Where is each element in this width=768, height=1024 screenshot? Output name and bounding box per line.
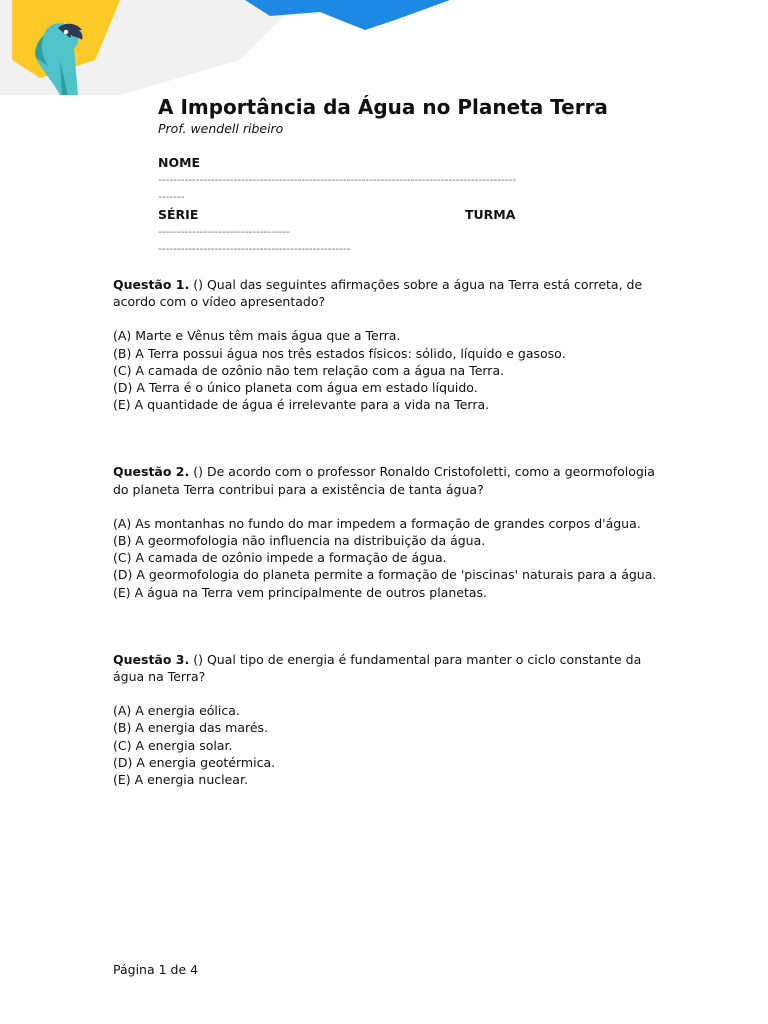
document-header (158, 94, 658, 137)
question-2 (113, 463, 658, 600)
page-number: Página 1 de 4 (113, 962, 199, 977)
header-decoration (0, 0, 768, 100)
answer-option-d: (D) A Terra é o único planeta com água em estado líquido. (113, 380, 478, 396)
answer-option-a: (A) Marte e Vênus têm mais água que a Terra. (113, 328, 401, 344)
question-text (113, 463, 658, 497)
series-field-label: SÉRIE (158, 207, 199, 222)
answer-option-d: (D) A energia geotérmica. (113, 754, 276, 770)
question-prompt: () Qual das seguintes afirmações sobre a água na Terra está correta, de acordo com o vídeo apresentado? (113, 277, 643, 310)
answer-option-c: (C) A camada de ozônio impede a formação de água. (113, 550, 447, 566)
question-list (113, 276, 658, 805)
question-number: Questão 2. (113, 464, 190, 480)
question-number: Questão 3. (113, 651, 190, 667)
answer-options (113, 515, 658, 601)
answer-option-d: (D) A geormofologia do planeta permite a formação de 'piscinas' naturais para a água. (113, 567, 657, 583)
question-text (113, 651, 658, 685)
question-prompt: () Qual tipo de energia é fundamental para manter o ciclo constante da água na Terra? (113, 651, 642, 685)
question-text (113, 276, 658, 310)
question-prompt: () De acordo com o professor Ronaldo Cristofoletti, como a geormofologia do planeta Terra contribui para a existência de tanta água? (113, 464, 655, 497)
answer-option-b: (B) A geormofologia não influencia na distribuição da água. (113, 533, 486, 549)
answer-option-b: (B) A energia das marés. (113, 720, 269, 736)
answer-option-e: (E) A energia nuclear. (113, 772, 248, 788)
class-field-label: TURMA (465, 207, 516, 222)
answer-option-c: (C) A camada de ozônio não tem relação com a água na Terra. (113, 362, 505, 378)
answer-option-e: (E) A água na Terra vem principalmente de outros planetas. (113, 584, 488, 600)
answer-option-a: (A) A energia eólica. (113, 703, 240, 719)
answer-option-b: (B) A Terra possui água nos três estados físicos: sólido, líquido e gasoso. (113, 345, 566, 361)
document-title: A Importância da Água no Planeta Terra (158, 95, 608, 119)
name-field-line-continuation: ------- (158, 190, 185, 203)
class-field-line: --------------------------------------------------- (158, 242, 351, 255)
document-author: Prof. wendell ribeiro (158, 121, 284, 136)
question-number: Questão 1. (113, 277, 190, 292)
question-3 (113, 651, 658, 788)
question-1 (113, 276, 658, 413)
answer-option-a: (A) As montanhas no fundo do mar impedem a formação de grandes corpos d'água. (113, 515, 641, 531)
answer-options (113, 702, 658, 788)
answer-options (113, 327, 658, 413)
answer-option-c: (C) A energia solar. (113, 737, 233, 753)
series-field-line: ----------------------------------- (158, 225, 290, 238)
name-field-label: NOME (158, 155, 201, 170)
answer-option-e: (E) A quantidade de água é irrelevante para a vida na Terra. (113, 397, 490, 413)
name-field-line: ----------------------------------------------------------------------------------------------- (158, 173, 517, 186)
